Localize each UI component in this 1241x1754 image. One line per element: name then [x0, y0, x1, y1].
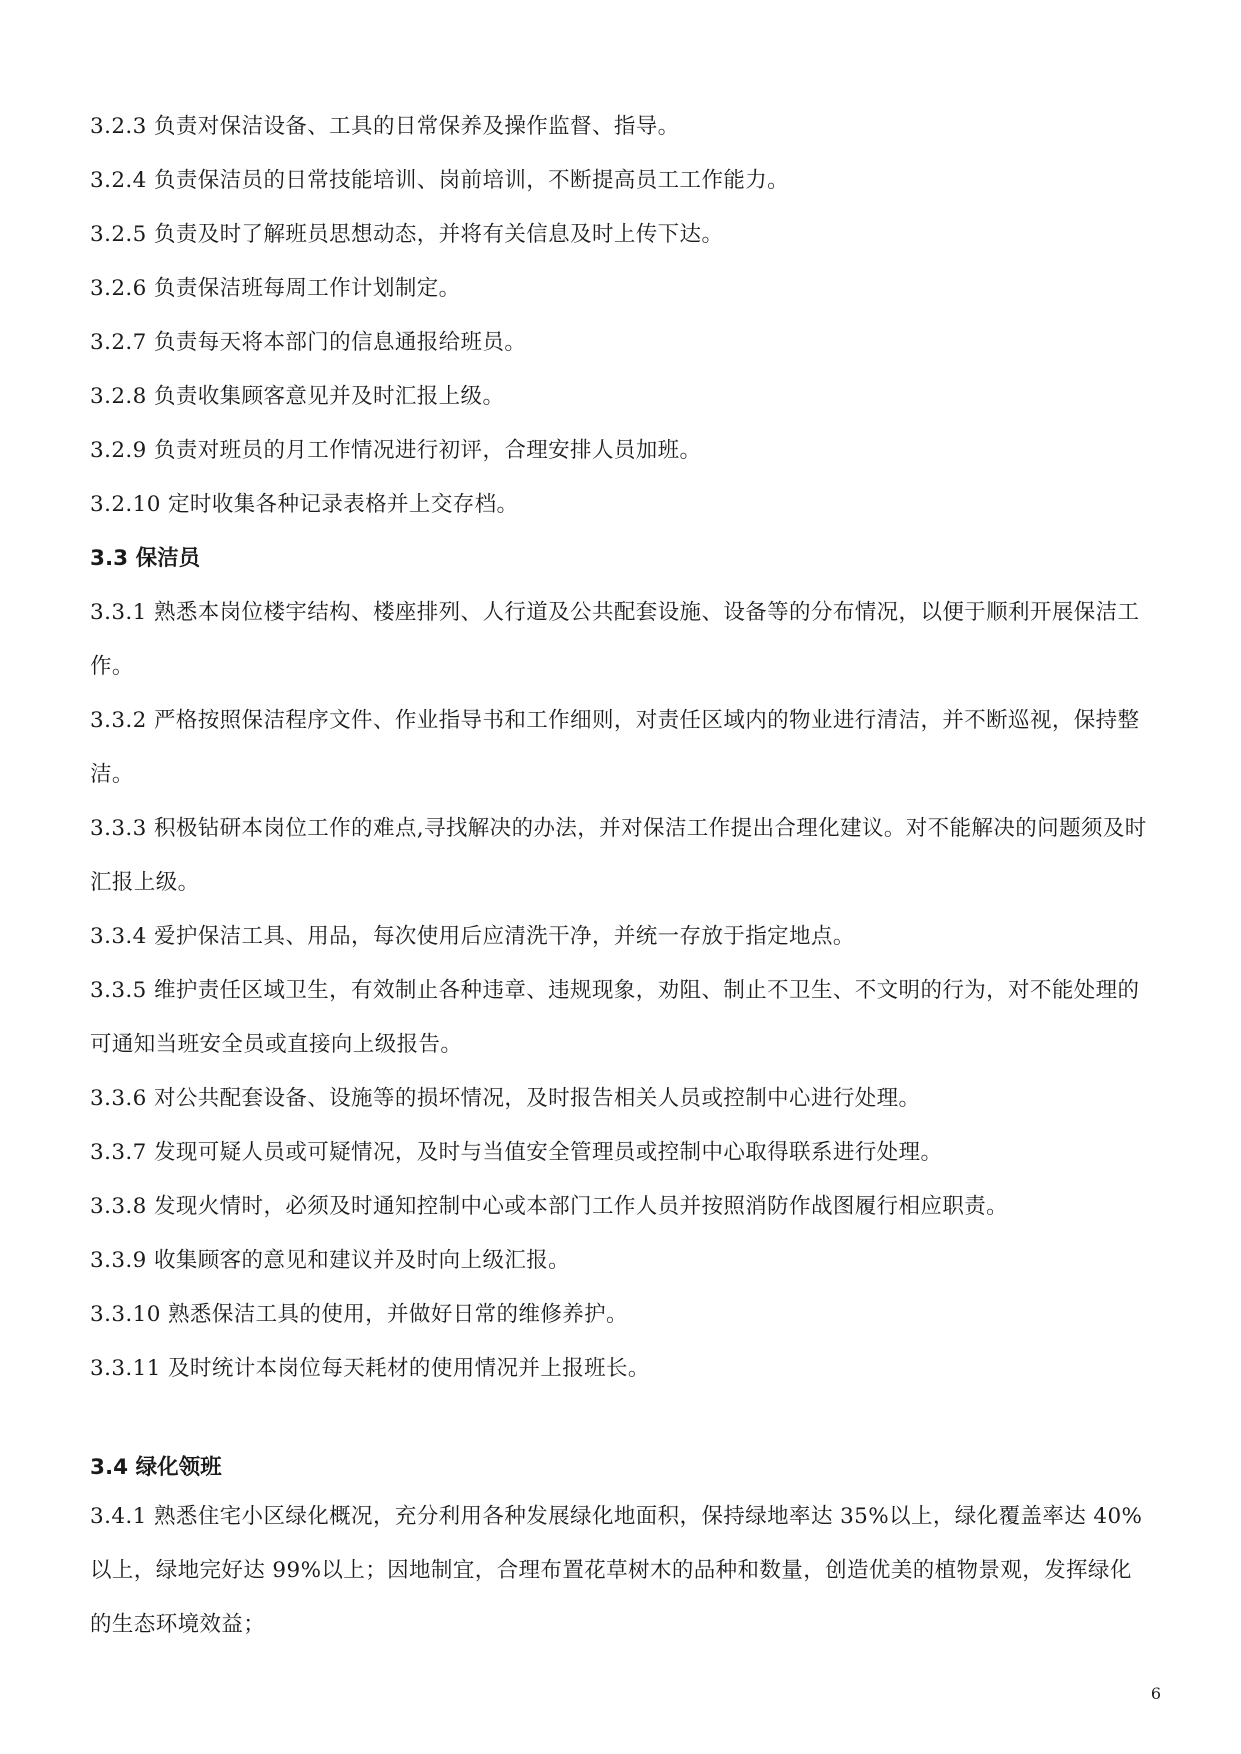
- item-3-4-1: 3.4.1 熟悉住宅小区绿化概况，充分利用各种发展绿化地面积，保持绿地率达 35%以上，绿化覆盖率达 40%以上，绿地完好达 99%以上；因地制宜，合理布置花草树木的品种和数量，创造优美的植物景观，发挥绿化的生态环境效益；: [90, 1504, 1143, 1637]
- item-3-3-11: 3.3.11 及时统计本岗位每天耗材的使用情况并上报班长。: [90, 1356, 650, 1381]
- item-3-3-5: 3.3.5 维护责任区域卫生，有效制止各种违章、违规现象，劝阻、制止不卫生、不文明的行为，对不能处理的可通知当班安全员或直接向上级报告。: [90, 978, 1140, 1057]
- document-body: [90, 100, 1152, 1652]
- item-3-2-6: 3.2.6 负责保洁班每周工作计划制定。: [90, 276, 461, 301]
- item-3-2-5: 3.2.5 负责及时了解班员思想动态，并将有关信息及时上传下达。: [90, 222, 724, 247]
- item-3-2-10: 3.2.10 定时收集各种记录表格并上交存档。: [90, 492, 519, 517]
- item-3-2-7: 3.2.7 负责每天将本部门的信息通报给班员。: [90, 330, 527, 355]
- item-3-3-2: 3.3.2 严格按照保洁程序文件、作业指导书和工作细则，对责任区域内的物业进行清洁，并不断巡视，保持整洁。: [90, 708, 1140, 787]
- item-3-3-9: 3.3.9 收集顾客的意见和建议并及时向上级汇报。: [90, 1248, 571, 1273]
- item-3-2-9: 3.2.9 负责对班员的月工作情况进行初评，合理安排人员加班。: [90, 438, 702, 463]
- section-heading-3-4: 3.4 绿化领班: [90, 1455, 222, 1480]
- section-heading-3-3: 3.3 保洁员: [90, 546, 201, 571]
- item-3-3-1: 3.3.1 熟悉本岗位楼宇结构、楼座排列、人行道及公共配套设施、设备等的分布情况，以便于顺利开展保洁工作。: [90, 600, 1140, 679]
- page-number: 6: [1150, 1684, 1161, 1703]
- section-spacer: [90, 1396, 1152, 1446]
- item-3-3-10: 3.3.10 熟悉保洁工具的使用，并做好日常的维修养护。: [90, 1302, 628, 1327]
- item-3-2-8: 3.2.8 负责收集顾客意见并及时汇报上级。: [90, 384, 505, 409]
- item-3-3-8: 3.3.8 发现火情时，必须及时通知控制中心或本部门工作人员并按照消防作战图履行相应职责。: [90, 1194, 1009, 1219]
- item-3-2-4: 3.2.4 负责保洁员的日常技能培训、岗前培训，不断提高员工工作能力。: [90, 168, 790, 193]
- item-3-2-3: 3.2.3 负责对保洁设备、工具的日常保养及操作监督、指导。: [90, 114, 680, 139]
- item-3-3-4: 3.3.4 爱护保洁工具、用品，每次使用后应清洗干净，并统一存放于指定地点。: [90, 924, 855, 949]
- item-3-3-6: 3.3.6 对公共配套设备、设施等的损坏情况，及时报告相关人员或控制中心进行处理。: [90, 1086, 921, 1111]
- item-3-3-3: 3.3.3 积极钻研本岗位工作的难点,寻找解决的办法，并对保洁工作提出合理化建议。对不能解决的问题须及时汇报上级。: [90, 816, 1147, 895]
- item-3-3-7: 3.3.7 发现可疑人员或可疑情况，及时与当值安全管理员或控制中心取得联系进行处理。: [90, 1140, 943, 1165]
